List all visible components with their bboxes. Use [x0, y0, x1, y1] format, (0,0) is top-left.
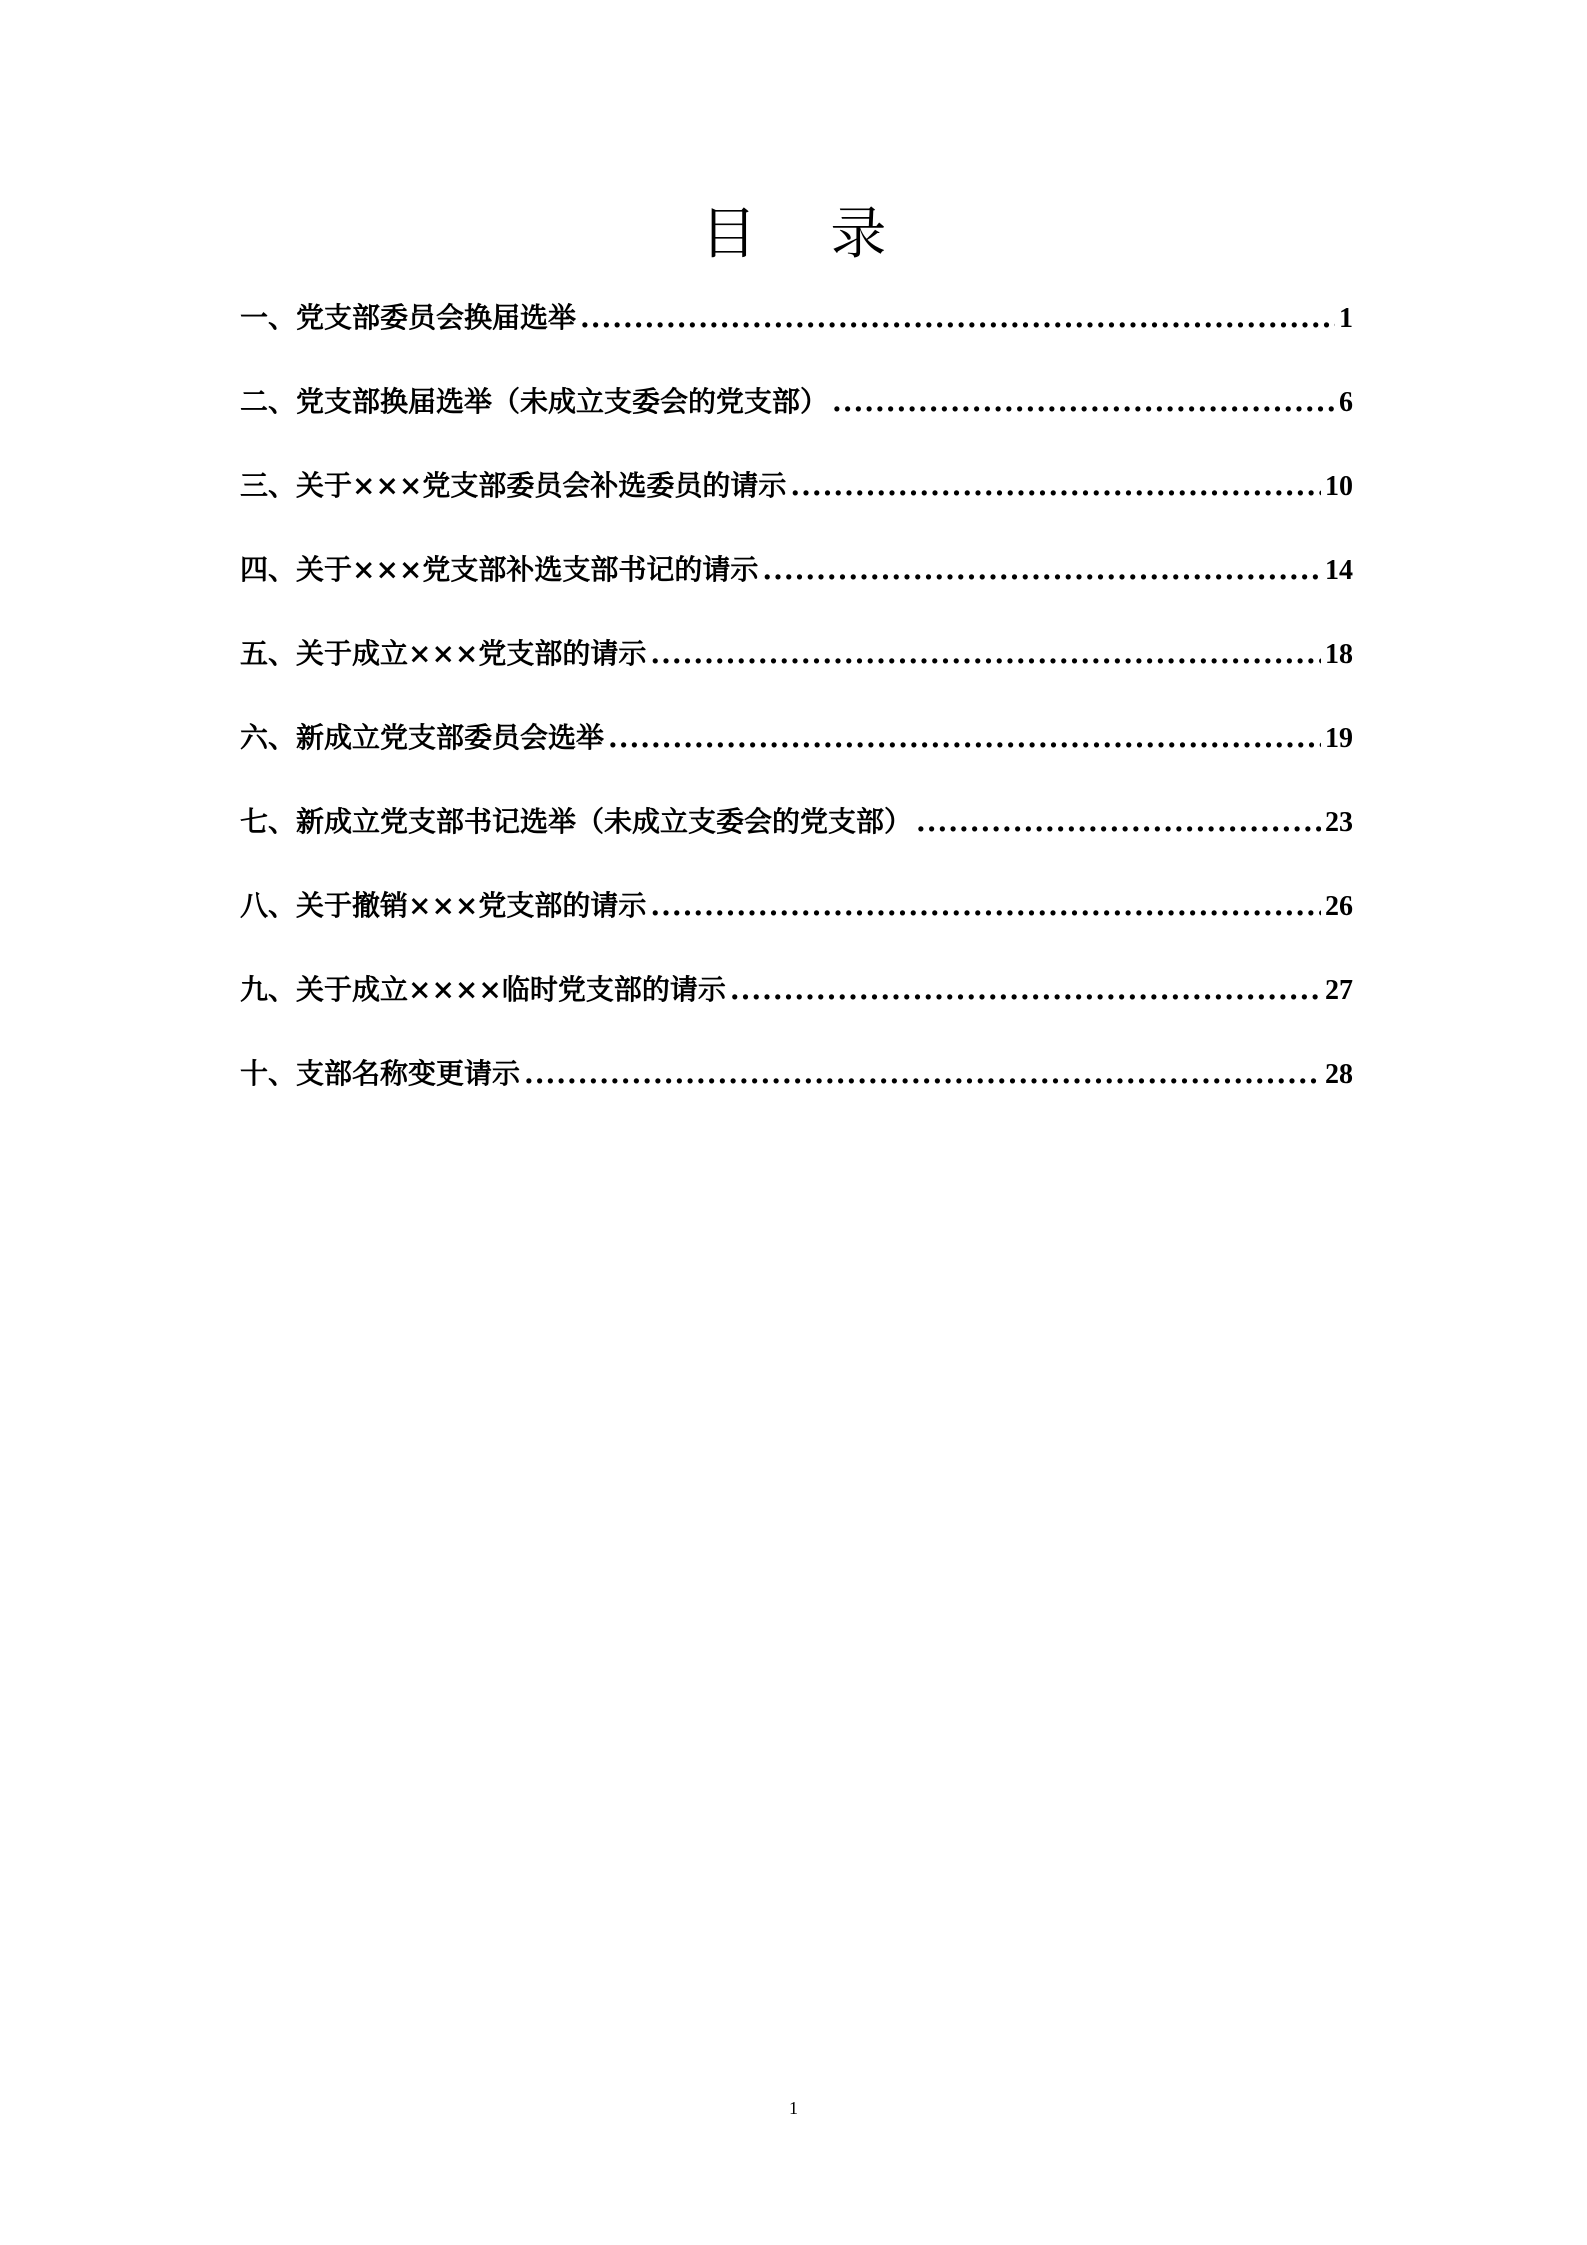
toc-title: 目 录: [700, 202, 915, 267]
toc-dot-leader: [832, 374, 1335, 430]
toc-entry-page: 1: [1339, 303, 1353, 334]
toc-entry-label: 三、关于×××党支部委员会补选委员的请示: [240, 469, 787, 502]
toc-entry-label: 四、关于×××党支部补选支部书记的请示: [240, 553, 759, 586]
toc-list: [240, 290, 1353, 1130]
page-number: 1: [789, 2098, 798, 2118]
toc-dot-leader: [730, 962, 1321, 1018]
toc-entry-5[interactable]: [240, 626, 1353, 710]
toc-entry-2[interactable]: [240, 374, 1353, 458]
toc-entry-label: 八、关于撤销×××党支部的请示: [240, 889, 647, 922]
toc-entry-7[interactable]: [240, 794, 1353, 878]
toc-entry-page: 6: [1339, 387, 1353, 418]
toc-entry-6[interactable]: [240, 710, 1353, 794]
toc-dot-leader: [524, 1046, 1321, 1102]
toc-dot-leader: [790, 458, 1321, 514]
toc-dot-leader: [608, 710, 1321, 766]
toc-entry-10[interactable]: [240, 1046, 1353, 1130]
toc-entry-3[interactable]: [240, 458, 1353, 542]
toc-entry-8[interactable]: [240, 878, 1353, 962]
toc-entry-9[interactable]: [240, 962, 1353, 1046]
toc-entry-4[interactable]: [240, 542, 1353, 626]
toc-dot-leader: [650, 626, 1321, 682]
toc-entry-label: 一、党支部委员会换届选举: [240, 301, 577, 334]
toc-entry-page: 26: [1325, 891, 1353, 922]
toc-dot-leader: [916, 794, 1321, 850]
toc-entry-label: 七、新成立党支部书记选举（未成立支委会的党支部）: [240, 805, 913, 838]
toc-entry-label: 五、关于成立×××党支部的请示: [240, 637, 647, 670]
toc-entry-label: 九、关于成立××××临时党支部的请示: [240, 973, 726, 1006]
toc-entry-page: 18: [1325, 639, 1353, 670]
toc-dot-leader: [580, 290, 1335, 346]
toc-entry-label: 六、新成立党支部委员会选举: [240, 721, 605, 754]
toc-entry-page: 10: [1325, 471, 1353, 502]
toc-entry-1[interactable]: [240, 290, 1353, 374]
toc-entry-label: 二、党支部换届选举（未成立支委会的党支部）: [240, 385, 829, 418]
toc-dot-leader: [762, 542, 1321, 598]
toc-entry-page: 19: [1325, 723, 1353, 754]
toc-entry-page: 23: [1325, 807, 1353, 838]
toc-entry-label: 十、支部名称变更请示: [240, 1057, 521, 1090]
toc-dot-leader: [650, 878, 1321, 934]
toc-entry-page: 28: [1325, 1059, 1353, 1090]
toc-entry-page: 27: [1325, 975, 1353, 1006]
toc-entry-page: 14: [1325, 555, 1353, 586]
